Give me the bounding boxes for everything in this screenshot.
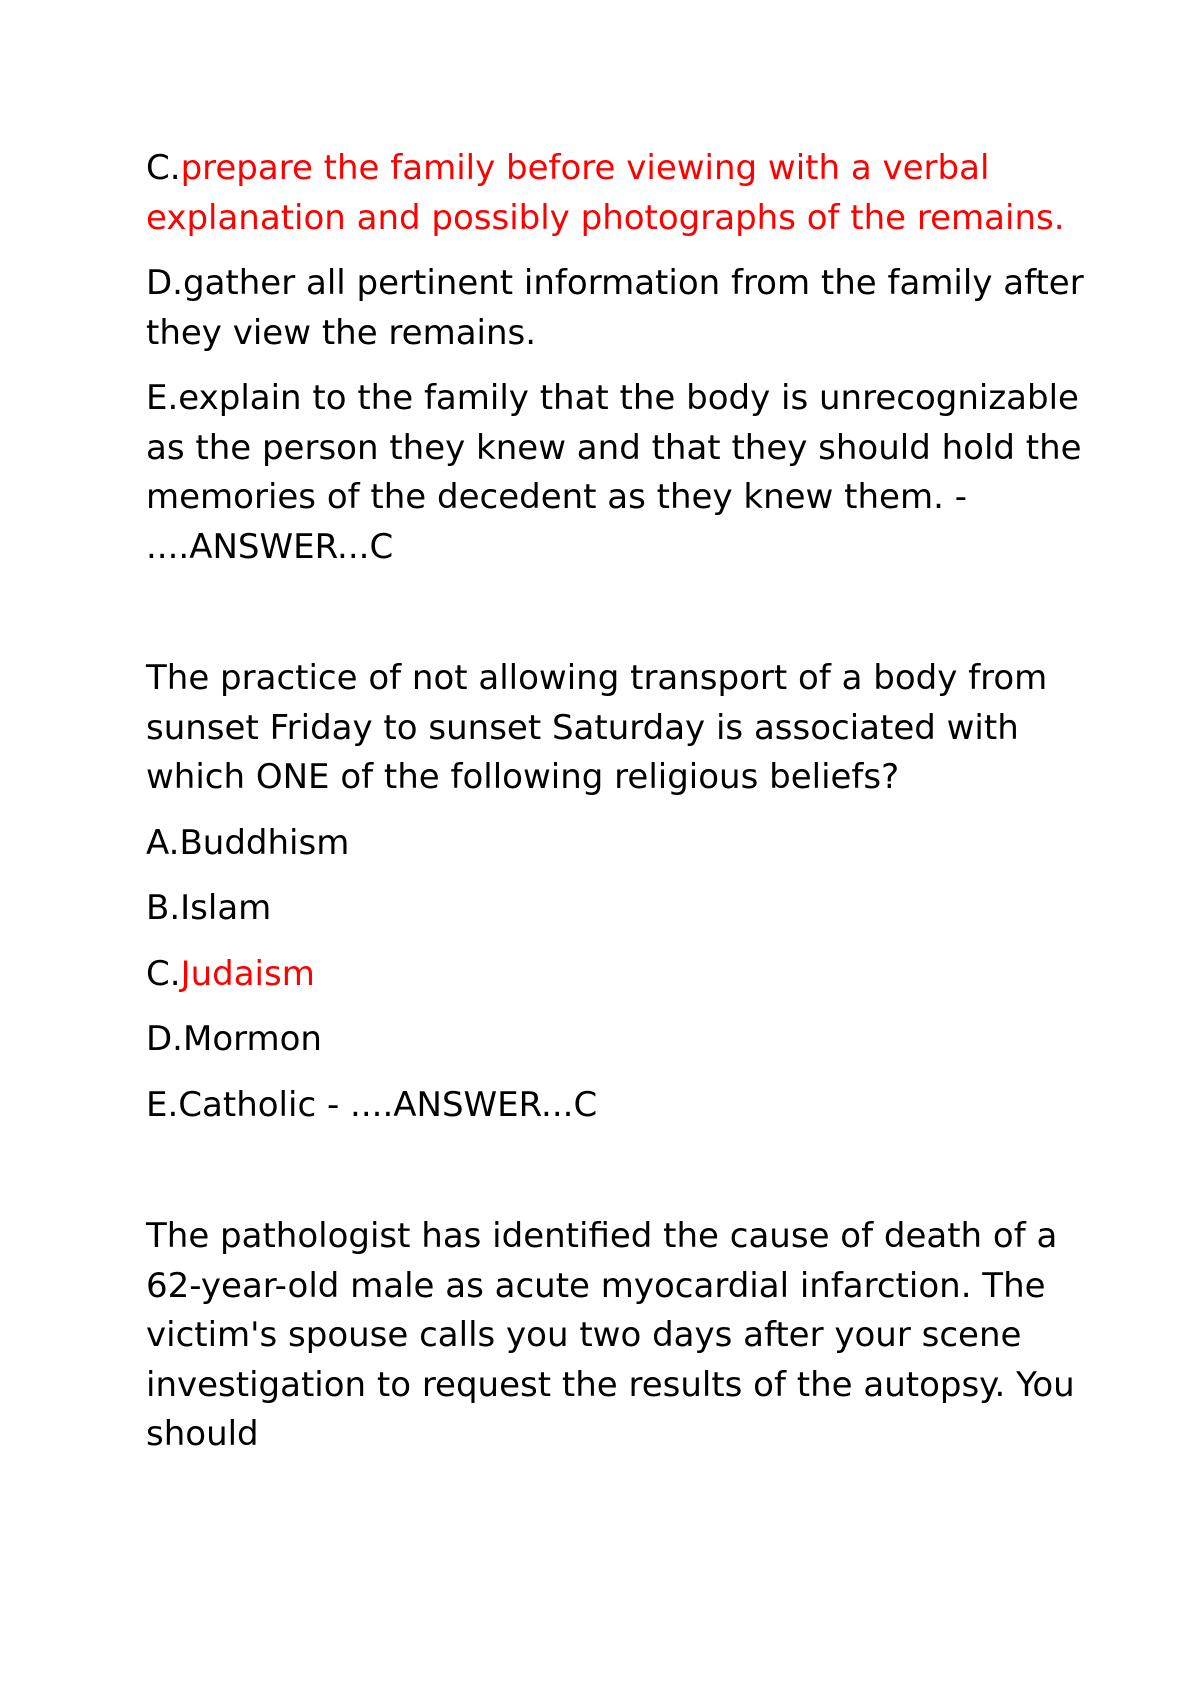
option-c-prefix: C. — [146, 953, 181, 994]
option-e-with-answer: E.Catholic - ....ANSWER...C — [146, 1084, 598, 1125]
option-d: D.Mormon — [146, 1019, 322, 1059]
question-spacer — [146, 588, 1086, 654]
question-spacer — [146, 1146, 1086, 1212]
option-c-correct — [146, 950, 1086, 1000]
option-c-answer-text: Judaism — [180, 953, 315, 994]
option-d: D.gather all pertinent information from the family after they view the remains. — [146, 263, 1084, 353]
option-e-with-answer: E.explain to the family that the body is unrecognizable as the person they knew and that they should hold the memories of the decedent as they knew them. - ....ANSWER...C — [146, 378, 1082, 567]
page-content — [146, 144, 1086, 1476]
option-b: B.Islam — [146, 888, 272, 928]
question-stem: The practice of not allowing transport of a body from sunset Friday to sunset Saturday is associated with which ONE of the following religious beliefs? — [146, 658, 1048, 797]
question-stem: The pathologist has identified the cause of death of a 62-year-old male as acute myocardial infarction. The victim's spouse calls you two days after your scene investigation to request the results of the autopsy. You should — [146, 1216, 1075, 1454]
option-c-prefix: C. — [146, 148, 181, 188]
option-c-correct — [146, 144, 1086, 243]
option-a: A.Buddhism — [146, 822, 350, 863]
option-c-answer-text: prepare the family before viewing with a verbal explanation and possibly photographs of the remains. — [146, 148, 1065, 238]
